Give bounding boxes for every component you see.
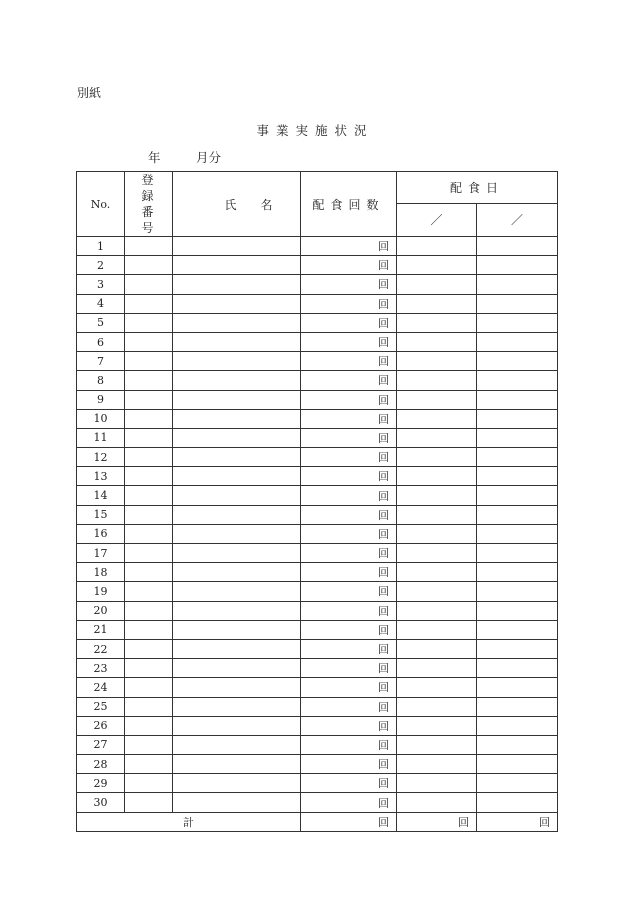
meal-count-cell[interactable]: 回: [301, 524, 397, 543]
meal-day-cell-2[interactable]: [477, 582, 558, 601]
meal-day-cell-2[interactable]: [477, 639, 558, 658]
row-number: 25: [77, 697, 125, 716]
table-row: [77, 678, 558, 697]
meal-day-cell-1[interactable]: [397, 639, 477, 658]
name-cell[interactable]: [173, 313, 301, 332]
meal-day-cell-2[interactable]: [477, 544, 558, 563]
meal-day-cell-1[interactable]: [397, 294, 477, 313]
table-row: [77, 563, 558, 582]
table-row: [77, 697, 558, 716]
registration-number-cell[interactable]: [125, 448, 173, 467]
name-cell[interactable]: [173, 371, 301, 390]
meal-count-cell[interactable]: 回: [301, 735, 397, 754]
name-cell[interactable]: [173, 563, 301, 582]
table-row: [77, 601, 558, 620]
meal-day-cell-2[interactable]: [477, 659, 558, 678]
meal-count-cell[interactable]: 回: [301, 659, 397, 678]
meal-count-cell[interactable]: 回: [301, 332, 397, 351]
table-row: [77, 294, 558, 313]
name-cell[interactable]: [173, 620, 301, 639]
table-row: [77, 659, 558, 678]
row-number: 18: [77, 563, 125, 582]
row-number: 16: [77, 524, 125, 543]
meal-day-cell-2[interactable]: [477, 735, 558, 754]
row-number: 5: [77, 313, 125, 332]
name-cell[interactable]: [173, 774, 301, 793]
row-number: 21: [77, 620, 125, 639]
registration-number-cell[interactable]: [125, 313, 173, 332]
meal-day-cell-2[interactable]: [477, 237, 558, 256]
registration-number-cell[interactable]: [125, 332, 173, 351]
table-row: [77, 275, 558, 294]
meal-day-cell-1[interactable]: [397, 659, 477, 678]
row-number: 7: [77, 352, 125, 371]
table-row: [77, 544, 558, 563]
name-cell[interactable]: [173, 486, 301, 505]
meal-day-cell-1[interactable]: [397, 678, 477, 697]
meal-day-cell-1[interactable]: [397, 467, 477, 486]
table-row: [77, 371, 558, 390]
meal-day-cell-1[interactable]: [397, 524, 477, 543]
row-number: 23: [77, 659, 125, 678]
meal-day-cell-2[interactable]: [477, 294, 558, 313]
registration-number-cell[interactable]: [125, 659, 173, 678]
meal-day-cell-1[interactable]: [397, 735, 477, 754]
meal-day-cell-1[interactable]: [397, 716, 477, 735]
registration-number-cell[interactable]: [125, 620, 173, 639]
table-row: [77, 332, 558, 351]
meal-day-cell-2[interactable]: [477, 524, 558, 543]
table-row: [77, 467, 558, 486]
name-cell[interactable]: [173, 467, 301, 486]
meal-day-cell-1[interactable]: [397, 390, 477, 409]
row-number: 22: [77, 639, 125, 658]
registration-number-cell[interactable]: [125, 371, 173, 390]
row-number: 12: [77, 448, 125, 467]
meal-day-cell-1[interactable]: [397, 448, 477, 467]
meal-day-cell-1[interactable]: [397, 352, 477, 371]
page-title: 事業実施状況: [256, 123, 374, 138]
meal-count-cell[interactable]: 回: [301, 544, 397, 563]
meal-count-cell[interactable]: 回: [301, 390, 397, 409]
row-number: 6: [77, 332, 125, 351]
row-number: 2: [77, 256, 125, 275]
meal-count-cell[interactable]: 回: [301, 294, 397, 313]
registration-number-cell[interactable]: [125, 582, 173, 601]
meal-count-cell[interactable]: 回: [301, 678, 397, 697]
meal-day-cell-1[interactable]: [397, 332, 477, 351]
table-row: [77, 524, 558, 543]
row-number: 20: [77, 601, 125, 620]
name-cell[interactable]: [173, 332, 301, 351]
meal-day-cell-2[interactable]: [477, 352, 558, 371]
name-cell[interactable]: [173, 409, 301, 428]
header-day-slash-2: ／: [477, 203, 558, 236]
header-name: [173, 172, 301, 237]
total-count-unit: 回: [301, 812, 397, 831]
header-registration-number: [125, 172, 173, 237]
meal-day-cell-1[interactable]: [397, 563, 477, 582]
header-registration-line1: 登 録: [141, 173, 160, 203]
meal-count-cell[interactable]: 回: [301, 371, 397, 390]
meal-count-cell[interactable]: 回: [301, 448, 397, 467]
header-registration-line2: 番 号: [141, 205, 160, 235]
name-cell[interactable]: [173, 716, 301, 735]
row-number: 1: [77, 237, 125, 256]
meal-count-cell[interactable]: 回: [301, 774, 397, 793]
table-row: [77, 505, 558, 524]
registration-number-cell[interactable]: [125, 486, 173, 505]
meal-day-cell-2[interactable]: [477, 486, 558, 505]
registration-number-cell[interactable]: [125, 275, 173, 294]
table-row: [77, 620, 558, 639]
meal-day-cell-2[interactable]: [477, 313, 558, 332]
registration-number-cell[interactable]: [125, 774, 173, 793]
table-row: [77, 256, 558, 275]
header-name-left: 氏: [224, 197, 237, 212]
meal-day-cell-1[interactable]: [397, 505, 477, 524]
registration-number-cell[interactable]: [125, 601, 173, 620]
name-cell[interactable]: [173, 275, 301, 294]
meal-day-cell-1[interactable]: [397, 620, 477, 639]
registration-number-cell[interactable]: [125, 697, 173, 716]
meal-day-cell-1[interactable]: [397, 486, 477, 505]
meal-count-cell[interactable]: 回: [301, 716, 397, 735]
table-row: [77, 428, 558, 447]
registration-number-cell[interactable]: [125, 678, 173, 697]
registration-number-cell[interactable]: [125, 467, 173, 486]
registration-number-cell[interactable]: [125, 716, 173, 735]
registration-number-cell[interactable]: [125, 352, 173, 371]
row-number: 14: [77, 486, 125, 505]
row-number: 11: [77, 428, 125, 447]
row-number: 27: [77, 735, 125, 754]
meal-service-table: [76, 171, 558, 832]
name-cell[interactable]: [173, 678, 301, 697]
table-row: [77, 486, 558, 505]
name-cell[interactable]: [173, 544, 301, 563]
registration-number-cell[interactable]: [125, 544, 173, 563]
meal-day-cell-1[interactable]: [397, 582, 477, 601]
table-row: [77, 735, 558, 754]
meal-day-cell-1[interactable]: [397, 313, 477, 332]
table-row: [77, 755, 558, 774]
name-cell[interactable]: [173, 697, 301, 716]
meal-day-cell-2[interactable]: [477, 428, 558, 447]
meal-count-cell[interactable]: 回: [301, 256, 397, 275]
table-row: [77, 716, 558, 735]
meal-day-cell-2[interactable]: [477, 409, 558, 428]
registration-number-cell[interactable]: [125, 524, 173, 543]
meal-day-cell-2[interactable]: [477, 390, 558, 409]
row-number: 4: [77, 294, 125, 313]
table-row: [77, 390, 558, 409]
meal-count-cell[interactable]: 回: [301, 275, 397, 294]
registration-number-cell[interactable]: [125, 755, 173, 774]
registration-number-cell[interactable]: [125, 390, 173, 409]
meal-day-cell-1[interactable]: [397, 793, 477, 812]
name-cell[interactable]: [173, 639, 301, 658]
row-number: 28: [77, 755, 125, 774]
meal-count-cell[interactable]: 回: [301, 601, 397, 620]
meal-day-cell-1[interactable]: [397, 755, 477, 774]
name-cell[interactable]: [173, 448, 301, 467]
meal-day-cell-2[interactable]: [477, 448, 558, 467]
total-label: 計: [77, 812, 301, 831]
period-year: 年: [148, 150, 161, 165]
meal-count-cell[interactable]: 回: [301, 582, 397, 601]
name-cell[interactable]: [173, 505, 301, 524]
meal-day-cell-2[interactable]: [477, 256, 558, 275]
attachment-label: 別紙: [77, 86, 102, 100]
meal-count-cell[interactable]: 回: [301, 352, 397, 371]
meal-day-cell-1[interactable]: [397, 697, 477, 716]
meal-day-cell-2[interactable]: [477, 601, 558, 620]
meal-day-cell-1[interactable]: [397, 544, 477, 563]
name-cell[interactable]: [173, 390, 301, 409]
meal-day-cell-2[interactable]: [477, 563, 558, 582]
table-row: [77, 352, 558, 371]
meal-count-cell[interactable]: 回: [301, 467, 397, 486]
registration-number-cell[interactable]: [125, 735, 173, 754]
meal-day-cell-2[interactable]: [477, 620, 558, 639]
name-cell[interactable]: [173, 793, 301, 812]
name-cell[interactable]: [173, 237, 301, 256]
name-cell[interactable]: [173, 659, 301, 678]
name-cell[interactable]: [173, 352, 301, 371]
meal-day-cell-2[interactable]: [477, 505, 558, 524]
row-number: 29: [77, 774, 125, 793]
meal-count-cell[interactable]: 回: [301, 620, 397, 639]
total-day1-unit: 回: [397, 812, 477, 831]
name-cell[interactable]: [173, 582, 301, 601]
meal-day-cell-2[interactable]: [477, 755, 558, 774]
registration-number-cell[interactable]: [125, 428, 173, 447]
table-row: [77, 409, 558, 428]
period-month: 月分: [196, 150, 222, 165]
table-row: [77, 448, 558, 467]
row-number: 15: [77, 505, 125, 524]
meal-count-cell[interactable]: 回: [301, 505, 397, 524]
meal-day-cell-1[interactable]: [397, 601, 477, 620]
meal-day-cell-1[interactable]: [397, 275, 477, 294]
table-row: [77, 639, 558, 658]
registration-number-cell[interactable]: [125, 505, 173, 524]
meal-count-cell[interactable]: 回: [301, 563, 397, 582]
meal-count-cell[interactable]: 回: [301, 237, 397, 256]
meal-count-cell[interactable]: 回: [301, 428, 397, 447]
meal-day-cell-1[interactable]: [397, 237, 477, 256]
registration-number-cell[interactable]: [125, 294, 173, 313]
registration-number-cell[interactable]: [125, 563, 173, 582]
name-cell[interactable]: [173, 428, 301, 447]
name-cell[interactable]: [173, 601, 301, 620]
meal-day-cell-1[interactable]: [397, 371, 477, 390]
meal-day-cell-2[interactable]: [477, 275, 558, 294]
header-meal-days: 配食日: [397, 172, 558, 204]
meal-count-cell[interactable]: 回: [301, 755, 397, 774]
registration-number-cell[interactable]: [125, 237, 173, 256]
meal-day-cell-1[interactable]: [397, 428, 477, 447]
row-number: 26: [77, 716, 125, 735]
row-number: 17: [77, 544, 125, 563]
meal-day-cell-2[interactable]: [477, 467, 558, 486]
name-cell[interactable]: [173, 755, 301, 774]
name-cell[interactable]: [173, 524, 301, 543]
header-day-slash-1: ／: [397, 203, 477, 236]
meal-day-cell-2[interactable]: [477, 697, 558, 716]
meal-day-cell-2[interactable]: [477, 774, 558, 793]
meal-day-cell-1[interactable]: [397, 256, 477, 275]
table-row: [77, 237, 558, 256]
row-number: 8: [77, 371, 125, 390]
name-cell[interactable]: [173, 735, 301, 754]
row-number: 3: [77, 275, 125, 294]
name-cell[interactable]: [173, 256, 301, 275]
registration-number-cell[interactable]: [125, 639, 173, 658]
registration-number-cell[interactable]: [125, 256, 173, 275]
row-number: 30: [77, 793, 125, 812]
header-name-right: 名: [260, 197, 273, 212]
registration-number-cell[interactable]: [125, 793, 173, 812]
meal-count-cell[interactable]: 回: [301, 793, 397, 812]
table-row: [77, 793, 558, 812]
table-row: [77, 582, 558, 601]
row-number: 24: [77, 678, 125, 697]
row-number: 10: [77, 409, 125, 428]
meal-count-cell[interactable]: 回: [301, 313, 397, 332]
meal-day-cell-2[interactable]: [477, 793, 558, 812]
meal-count-cell[interactable]: 回: [301, 486, 397, 505]
header-no: No.: [77, 172, 125, 237]
meal-count-cell[interactable]: 回: [301, 639, 397, 658]
name-cell[interactable]: [173, 294, 301, 313]
meal-day-cell-2[interactable]: [477, 716, 558, 735]
meal-count-cell[interactable]: 回: [301, 697, 397, 716]
meal-day-cell-2[interactable]: [477, 371, 558, 390]
table-body: [77, 237, 558, 813]
meal-day-cell-1[interactable]: [397, 774, 477, 793]
total-day2-unit: 回: [477, 812, 558, 831]
header-meal-count: 配食回数: [301, 172, 397, 237]
reporting-period: [148, 148, 221, 166]
table-row: [77, 313, 558, 332]
meal-day-cell-2[interactable]: [477, 332, 558, 351]
row-number: 19: [77, 582, 125, 601]
meal-count-cell[interactable]: 回: [301, 409, 397, 428]
row-number: 13: [77, 467, 125, 486]
registration-number-cell[interactable]: [125, 409, 173, 428]
meal-day-cell-2[interactable]: [477, 678, 558, 697]
table-row: [77, 774, 558, 793]
row-number: 9: [77, 390, 125, 409]
meal-day-cell-1[interactable]: [397, 409, 477, 428]
